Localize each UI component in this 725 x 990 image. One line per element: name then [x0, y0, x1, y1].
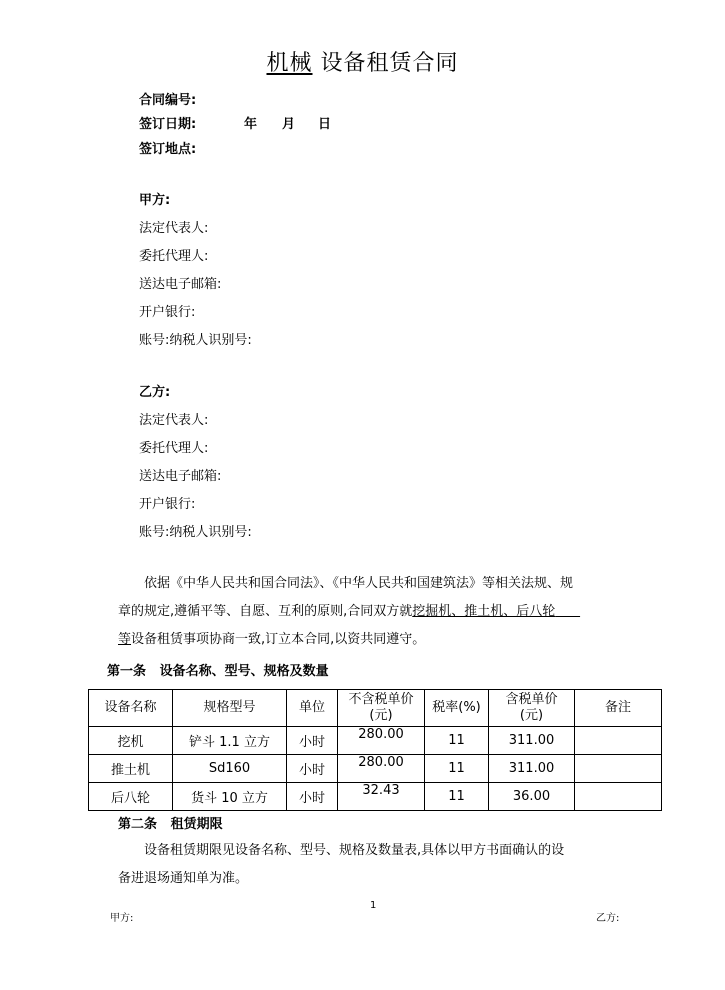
table-cell: 311.00 [489, 727, 575, 755]
party-b-email: 送达电子邮箱: [139, 469, 222, 484]
party-a-agent: 委托代理人: [139, 249, 209, 264]
table-cell [575, 783, 662, 811]
sign-date-month: 月 [282, 117, 296, 132]
header-cell: 含税单价 (元) [489, 690, 575, 727]
party-b-heading: 乙方: [139, 385, 171, 400]
page-number: 1 [370, 900, 377, 911]
header-cell: 税率(%) [425, 690, 489, 727]
article-2-heading [118, 813, 223, 832]
footer-party-b: 乙方: [596, 913, 620, 924]
table-cell: 后八轮 [89, 783, 173, 811]
table-cell: 36.00 [489, 783, 575, 811]
sign-place-label: 签订地点: [139, 142, 197, 157]
title-rest: 设备租赁合同 [312, 51, 459, 76]
sign-date-day: 日 [318, 117, 332, 132]
intro-line-3-text: 设备租赁事项协商一致,订立本合同,以资共同遵守。 [131, 632, 426, 647]
table-cell: 11 [425, 783, 489, 811]
article-1-number: 第一条 [107, 664, 147, 679]
title-underlined: 机械 [266, 51, 313, 76]
equipment-list-underlined: 挖掘机、推土机、后八轮 [412, 604, 556, 619]
table-cell: Sd160 [173, 755, 287, 783]
table-cell: 32.43 [338, 783, 425, 811]
article-2-number: 第二条 [118, 817, 158, 832]
article-1-heading [107, 660, 329, 679]
article-2-title: 租赁期限 [170, 817, 223, 832]
intro-line-3 [118, 626, 653, 654]
header-cell: 备注 [575, 690, 662, 727]
table-cell [575, 755, 662, 783]
party-b-agent: 委托代理人: [139, 441, 209, 456]
header-cell: 规格型号 [173, 690, 287, 727]
party-a-legal-rep: 法定代表人: [139, 221, 209, 236]
header-cell: 单位 [287, 690, 338, 727]
table-cell: 280.00 [338, 755, 425, 783]
intro-line-1: 依据《中华人民共和国合同法》、《中华人民共和国建筑法》等相关法规、规 [144, 576, 574, 591]
table-cell: 推土机 [89, 755, 173, 783]
table-cell: 小时 [287, 755, 338, 783]
header-cell: 设备名称 [89, 690, 173, 727]
article-1-title: 设备名称、型号、规格及数量 [159, 664, 329, 679]
party-a-email: 送达电子邮箱: [139, 277, 222, 292]
party-a-heading: 甲方: [139, 193, 171, 208]
equipment-spec-table [88, 689, 662, 811]
sign-date-label: 签订日期: [139, 117, 197, 132]
contract-title [0, 46, 725, 77]
article-2-body [118, 837, 653, 893]
sign-date-year: 年 [244, 117, 258, 132]
table-row [89, 755, 662, 783]
table-cell: 货斗 10 立方 [173, 783, 287, 811]
table-cell: 挖机 [89, 727, 173, 755]
table-cell: 311.00 [489, 755, 575, 783]
table-cell: 小时 [287, 727, 338, 755]
table-cell: 280.00 [338, 727, 425, 755]
table-row [89, 783, 662, 811]
header-cell: 不含税单价 (元) [338, 690, 425, 727]
intro-line-2-text: 章的规定,遵循平等、自愿、互利的原则,合同双方就 [118, 604, 413, 619]
party-b-bank: 开户银行: [139, 497, 196, 512]
party-b-account: 账号:纳税人识别号: [139, 525, 252, 540]
intro-line-3-lead: 等 [118, 632, 132, 647]
contract-number-label: 合同编号: [139, 93, 197, 108]
table-cell [575, 727, 662, 755]
article-2-line-1: 设备租赁期限见设备名称、型号、规格及数量表,具体以甲方书面确认的设 [144, 843, 565, 858]
article-2-line-2: 备进退场通知单为准。 [118, 871, 249, 886]
table-cell: 11 [425, 755, 489, 783]
table-header-row [89, 690, 662, 727]
table-row [89, 727, 662, 755]
party-a-account: 账号:纳税人识别号: [139, 333, 252, 348]
table-cell: 铲斗 1.1 立方 [173, 727, 287, 755]
intro-line-2 [118, 598, 653, 626]
underline-fill [555, 604, 580, 619]
party-b-legal-rep: 法定代表人: [139, 413, 209, 428]
intro-paragraph [118, 570, 653, 654]
table-cell: 11 [425, 727, 489, 755]
table-cell: 小时 [287, 783, 338, 811]
footer-party-a: 甲方: [110, 913, 134, 924]
party-a-bank: 开户银行: [139, 305, 196, 320]
